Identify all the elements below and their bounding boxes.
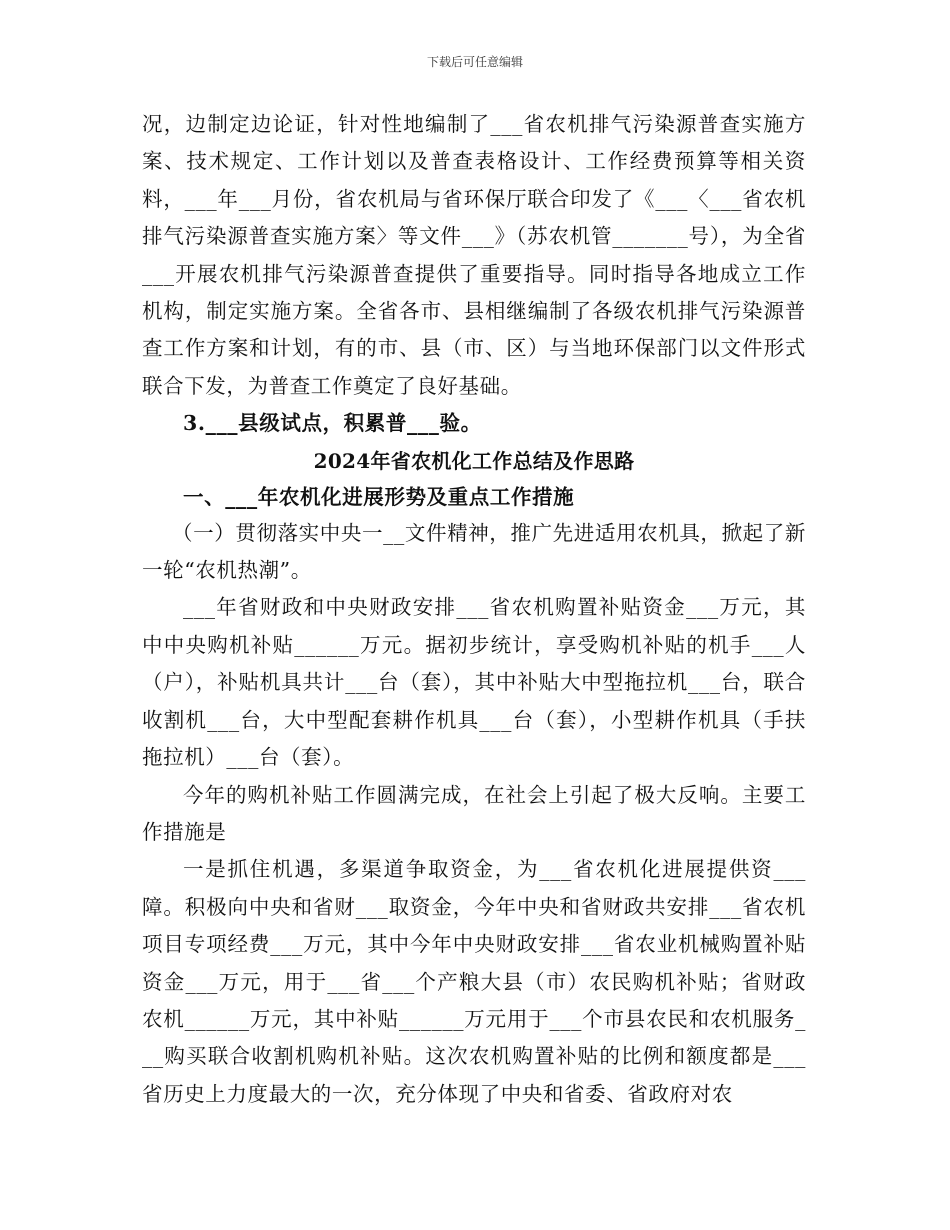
page-header-note: 下载后可任意编辑 bbox=[426, 55, 523, 69]
paragraph-subsidy-stats: ___年省财政和中央财政安排___省农机购置补贴资金___万元，其中中央购机补贴______万元。据初步统计，享受购机补贴的机手___人（户），补贴机具共计___台（套），其中补贴大中型拖拉机___台，联合收割机___台，大中型配套耕作机具___台（套），小型耕作机具（手扶拖拉机）___台（套）。 bbox=[142, 595, 806, 770]
document-title: 2024年省农机化工作总结及作思路 bbox=[313, 448, 635, 473]
paragraph-measures-intro: 今年的购机补贴工作圆满完成，在社会上引起了极大反响。主要工作措施是 bbox=[142, 782, 806, 844]
paragraph-measure-one: 一是抓住机遇，多渠道争取资金，为___省农机化进展提供资___障。积极向中央和省财___取资金，今年中央和省财政共安排___省农机项目专项经费___万元，其中今年中央财政安排___省农业机械购置补贴资金___万元，用于___省___个产粮大县（市）农民购机补贴；省财政农机______万元，其中补贴______万元用于___个市县农民和农机服务___购买联合收割机购机补贴。这次农机购置补贴的比例和额度都是___省历史上力度最大的一次，充分体现了中央和省委、省政府对农 bbox=[142, 857, 806, 1106]
section-heading-pilot: 3.___县级试点，积累普___验。 bbox=[183, 411, 482, 436]
paragraph-continuation: 况，边制定边论证，针对性地编制了___省农机排气污染源普查实施方案、技术规定、工作计划以及普查表格设计、工作经费预算等相关资料，___年___月份，省农机局与省环保厅联合印发了《___〈___省农机排气污染源普查实施方案〉等文件___》（苏农机管_______号），为全省___开展农机排气污染源普查提供了重要指导。同时指导各地成立工作机构，制定实施方案。全省各市、县相继编制了各级农机排气污染源普查工作方案和计划，有的市、县（市、区）与当地环保部门以文件形式联合下发，为普查工作奠定了良好基础。 bbox=[142, 112, 806, 398]
subheading-paragraph: （一）贯彻落实中央一__文件精神，推广先进适用农机具，掀起了新一轮“农机热潮”。 bbox=[142, 520, 806, 583]
heading-level-1: 一、___年农机化进展形势及重点工作措施 bbox=[183, 484, 575, 509]
document-body bbox=[142, 106, 806, 1113]
